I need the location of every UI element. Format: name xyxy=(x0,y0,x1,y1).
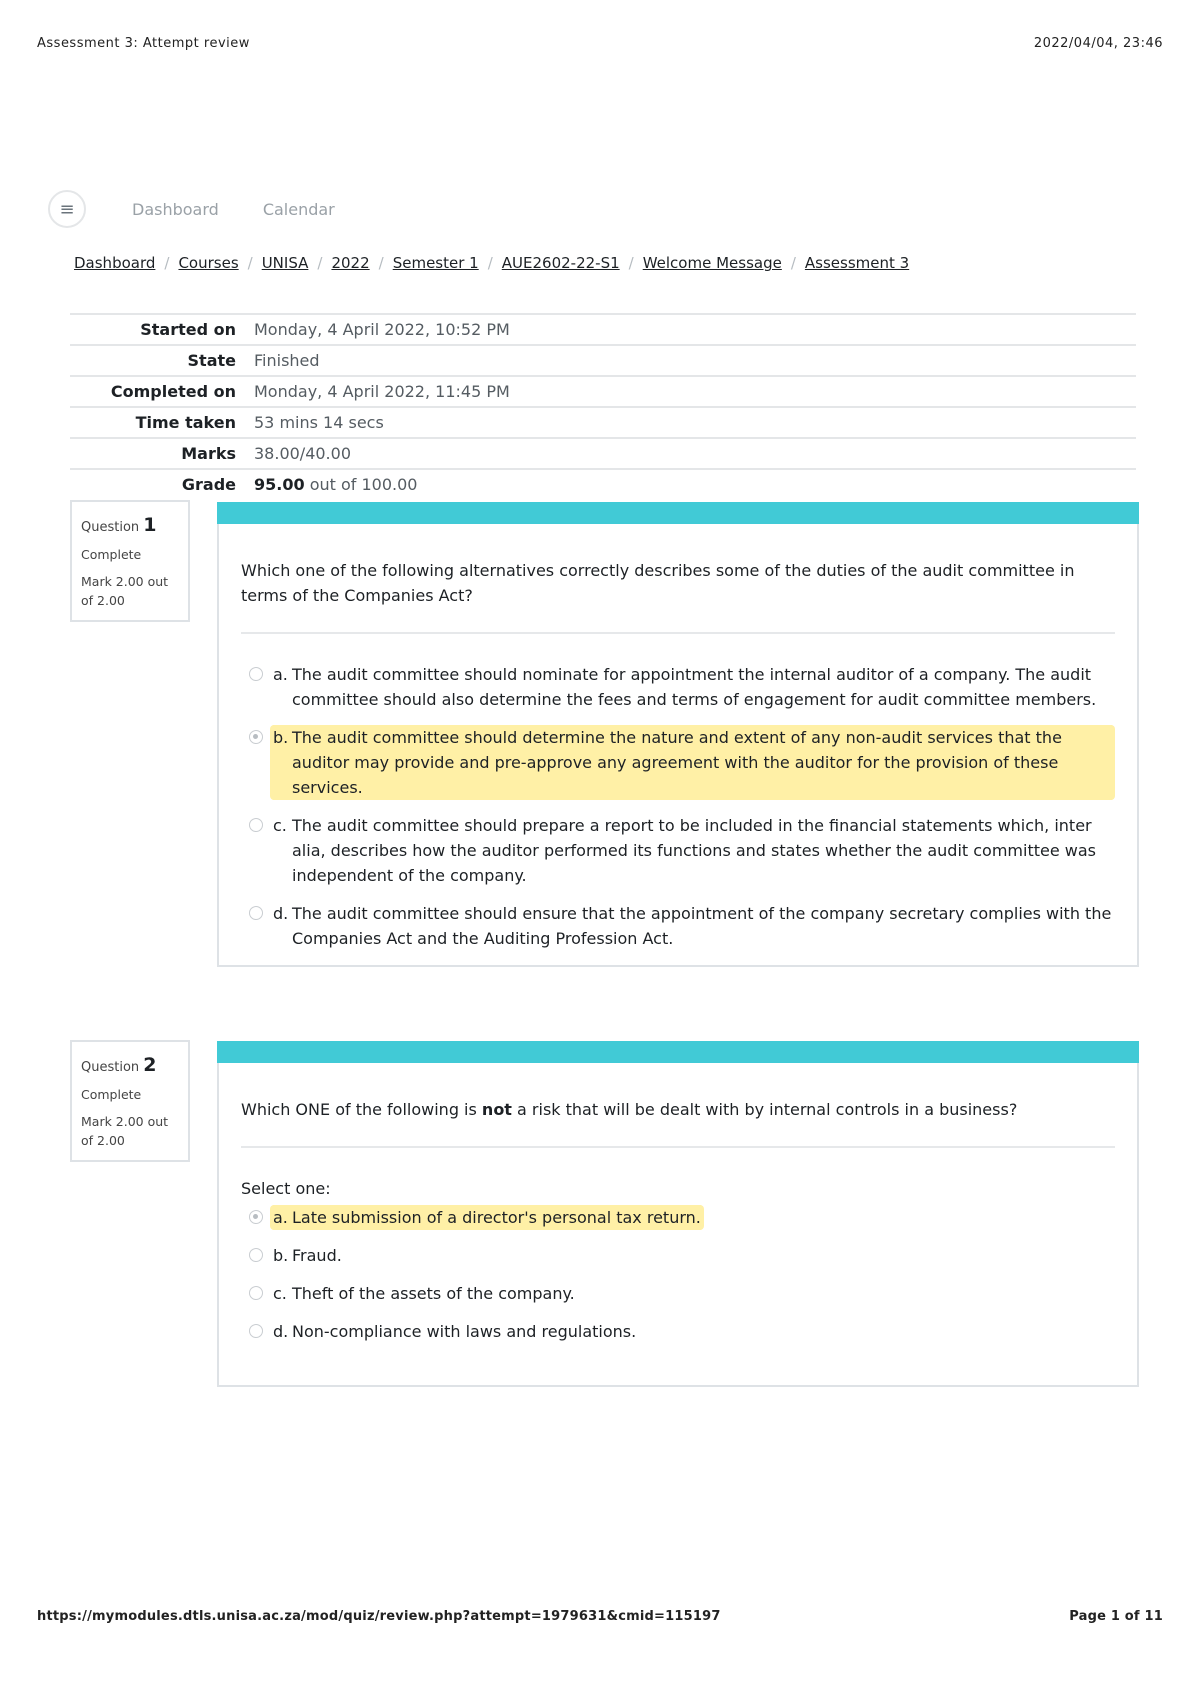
top-navbar xyxy=(48,190,335,228)
radio-button[interactable] xyxy=(249,1286,263,1300)
summary-value: 53 mins 14 secs xyxy=(254,413,384,432)
answer-option-d[interactable] xyxy=(249,1319,1115,1344)
radio-button[interactable] xyxy=(249,818,263,832)
breadcrumb-course[interactable]: AUE2602-22-S1 xyxy=(501,254,620,272)
option-text: The audit committee should determine the nature and extent of any non-audit services that the auditor may provide and pre-approve any agreement with the auditor for the provision of these services. xyxy=(292,725,1112,800)
summary-label: State xyxy=(187,351,236,370)
option-text: The audit committee should prepare a report to be included in the financial statements which, inter alia, describes how the auditor performed its functions and states whether the audit committee was independent of the company. xyxy=(292,816,1096,885)
option-text: Fraud. xyxy=(292,1246,342,1265)
print-page-title: Assessment 3: Attempt review xyxy=(37,36,250,51)
answer-option-c[interactable] xyxy=(249,1281,1115,1306)
summary-value xyxy=(252,469,1136,499)
radio-button[interactable] xyxy=(249,1324,263,1338)
nav-link-dashboard[interactable]: Dashboard xyxy=(132,199,219,219)
attempt-summary-table xyxy=(70,313,1136,499)
summary-row-completed-on xyxy=(70,376,1136,407)
question-text: Which ONE of the following is not a risk that will be dealt with by internal controls in a business? xyxy=(241,1097,1115,1148)
option-text: The audit committee should ensure that the appointment of the company secretary complies with the Companies Act and the Auditing Profession Act. xyxy=(292,904,1112,948)
question-state: Complete xyxy=(81,546,142,562)
breadcrumb-unisa[interactable]: UNISA xyxy=(261,254,309,272)
summary-label: Completed on xyxy=(110,382,236,401)
question-mark: Mark 2.00 out of 2.00 xyxy=(81,573,169,609)
answer-option-b[interactable] xyxy=(249,1243,1115,1268)
option-letter: b. xyxy=(273,725,292,800)
summary-row-started-on xyxy=(70,314,1136,345)
breadcrumb-semester[interactable]: Semester 1 xyxy=(392,254,479,272)
question-text: Which one of the following alternatives correctly describes some of the duties of the audit committee in terms of the Companies Act? xyxy=(241,558,1115,634)
question-mark: Mark 2.00 out of 2.00 xyxy=(81,1113,169,1149)
option-letter: a. xyxy=(273,1205,292,1230)
breadcrumb-dashboard[interactable]: Dashboard xyxy=(74,254,156,272)
option-text: Theft of the assets of the company. xyxy=(292,1284,575,1303)
select-one-prompt: Select one: xyxy=(241,1179,331,1198)
question-header-bar xyxy=(217,502,1139,524)
option-text: Non-compliance with laws and regulations. xyxy=(292,1322,637,1341)
summary-label: Started on xyxy=(140,320,236,339)
option-text: Late submission of a director's personal tax return. xyxy=(292,1205,701,1230)
radio-button[interactable] xyxy=(249,1248,263,1262)
option-letter: d. xyxy=(273,1322,289,1341)
grade-score: 95.00 xyxy=(254,475,305,494)
summary-label: Marks xyxy=(181,444,236,463)
question-info-2 xyxy=(70,1040,190,1162)
option-letter: a. xyxy=(273,665,288,684)
option-letter: c. xyxy=(273,1284,287,1303)
answer-option-a-selected[interactable] xyxy=(249,1205,1115,1230)
radio-button[interactable] xyxy=(249,667,263,681)
summary-row-state xyxy=(70,345,1136,376)
radio-button-checked[interactable] xyxy=(249,730,263,744)
option-letter: b. xyxy=(273,1246,289,1265)
summary-label: Time taken xyxy=(135,413,236,432)
question-header-bar xyxy=(217,1041,1139,1063)
print-url: https://mymodules.dtls.unisa.ac.za/mod/quiz/review.php?attempt=1979631&cmid=115197 xyxy=(37,1609,721,1624)
radio-button-checked[interactable] xyxy=(249,1210,263,1224)
question-number: 1 xyxy=(143,514,157,536)
print-footer xyxy=(37,1609,1163,1624)
answer-option-b-selected[interactable] xyxy=(249,725,1115,800)
summary-row-marks xyxy=(70,438,1136,469)
breadcrumb-year[interactable]: 2022 xyxy=(331,254,370,272)
nav-link-calendar[interactable]: Calendar xyxy=(262,199,335,219)
grade-out-of: out of 100.00 xyxy=(304,475,418,494)
option-text: The audit committee should nominate for appointment the internal auditor of a company. The audit committee should also determine the fees and terms of engagement for audit committee members. xyxy=(292,665,1097,709)
answer-option-a[interactable] xyxy=(249,662,1115,712)
question-card-1 xyxy=(217,502,1139,967)
summary-value: Finished xyxy=(254,351,320,370)
question-number: 2 xyxy=(143,1054,157,1076)
breadcrumb-assessment[interactable]: Assessment 3 xyxy=(804,254,910,272)
print-header xyxy=(37,36,1163,51)
print-page-number: Page 1 of 11 xyxy=(1069,1609,1163,1624)
option-letter: c. xyxy=(273,816,287,835)
question-label: Question xyxy=(81,520,140,535)
drawer-toggle-button[interactable] xyxy=(48,190,86,228)
summary-label: Grade xyxy=(181,475,236,494)
answer-option-c[interactable] xyxy=(249,813,1115,888)
breadcrumb-welcome-message[interactable]: Welcome Message xyxy=(642,254,782,272)
hamburger-menu-icon: ≡ xyxy=(59,198,75,220)
summary-row-grade xyxy=(70,469,1136,499)
option-letter: d. xyxy=(273,904,289,923)
question-label: Question xyxy=(81,1060,140,1075)
answer-option-d[interactable] xyxy=(249,901,1115,951)
summary-value: Monday, 4 April 2022, 11:45 PM xyxy=(254,382,510,401)
breadcrumb-courses[interactable]: Courses xyxy=(178,254,239,272)
print-datetime: 2022/04/04, 23:46 xyxy=(1033,36,1163,51)
breadcrumb: Dashboard / Courses / UNISA / 2022 / Semester 1 / AUE2602-22-S1 / Welcome Message / Assessment 3 xyxy=(74,254,910,272)
summary-row-time-taken xyxy=(70,407,1136,438)
radio-button[interactable] xyxy=(249,906,263,920)
question-info-1 xyxy=(70,500,190,622)
summary-value: Monday, 4 April 2022, 10:52 PM xyxy=(254,320,510,339)
question-state: Complete xyxy=(81,1086,142,1102)
question-card-2 xyxy=(217,1041,1139,1387)
summary-value: 38.00/40.00 xyxy=(254,444,351,463)
